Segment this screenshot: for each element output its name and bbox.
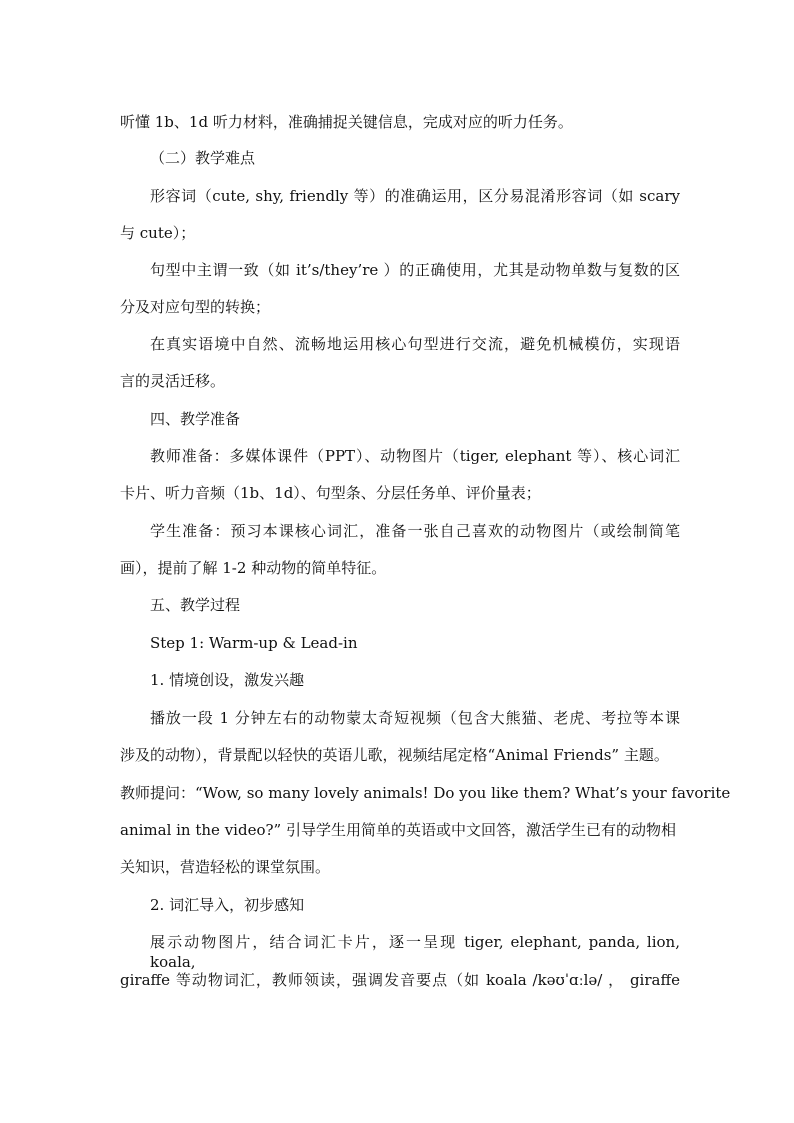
paragraph-line-context-use: 在真实语境中自然、流畅地运用核心句型进行交流，避免机械模仿，实现语 [150,335,680,353]
paragraph-line-agreement: 句型中主谓一致（如 it’s/they’re ）的正确使用，尤其是动物单数与复数的区 [150,261,680,279]
paragraph-line-atmosphere: 关知识，营造轻松的课堂氛围。 [120,858,331,876]
paragraph-line-agreement-cont: 分及对应句型的转换； [120,298,271,316]
paragraph-line-teacher-question: 教师提问：“Wow, so many lovely animals! Do you like them? What’s your favorite [120,784,731,802]
paragraph-line-teacher-prep-cont: 卡片、听力音频（1b、1d）、句型条、分层任务单、评价量表； [120,484,541,502]
step-heading-warm-up: Step 1: Warm-up & Lead-in [150,634,358,652]
paragraph-line-vocabulary-cont: giraffe 等动物词汇，教师领读，强调发音要点（如 koala /kəʊˈɑːlə/ ， giraffe [120,971,680,989]
paragraph-line-teacher-prep: 教师准备：多媒体课件（PPT）、动物图片（tiger, elephant 等）、核心词汇 [150,447,680,465]
subheading-context-setup: 1. 情境创设，激发兴趣 [150,671,305,689]
section-heading-process: 五、教学过程 [150,596,241,614]
section-heading-preparation: 四、教学准备 [150,410,241,428]
section-heading-difficulties: （二）教学难点 [150,149,256,167]
paragraph-line-adjectives: 形容词（cute, shy, friendly 等）的准确运用，区分易混淆形容词（如 scary [150,187,680,205]
paragraph-line-context-use-cont: 言的灵活迁移。 [120,372,226,390]
paragraph-line-adjectives-cont: 与 cute）； [120,224,196,242]
paragraph-line-teacher-question-cont: animal in the video?” 引导学生用简单的英语或中文回答，激活学生已有的动物相 [120,821,676,839]
paragraph-line-video: 播放一段 1 分钟左右的动物蒙太奇短视频（包含大熊猫、老虎、考拉等本课 [150,709,680,727]
paragraph-line-student-prep-cont: 画），提前了解 1-2 种动物的简单特征。 [120,559,387,577]
paragraph-line-video-cont: 涉及的动物），背景配以轻快的英语儿歌，视频结尾定格“Animal Friends” 主题。 [120,746,669,764]
paragraph-line-listening-goal: 听懂 1b、1d 听力材料，准确捕捉关键信息，完成对应的听力任务。 [120,113,573,131]
subheading-vocabulary-intro: 2. 词汇导入，初步感知 [150,896,305,914]
paragraph-line-vocabulary: 展示动物图片，结合词汇卡片，逐一呈现 tiger, elephant, panda, lion, koala, [150,933,680,971]
paragraph-line-student-prep: 学生准备：预习本课核心词汇，准备一张自己喜欢的动物图片（或绘制简笔 [150,522,680,540]
